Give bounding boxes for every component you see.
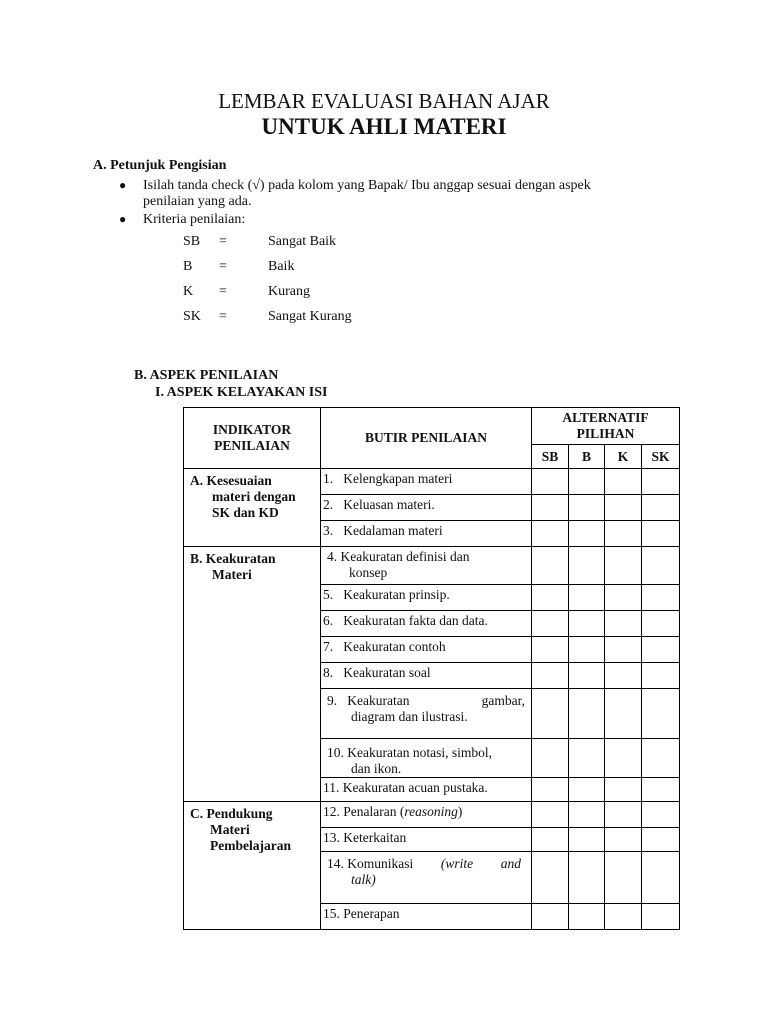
check-cell-k[interactable] <box>605 547 642 585</box>
check-cell-sb[interactable] <box>532 611 569 637</box>
bullet-icon: ● <box>119 212 127 226</box>
check-cell-sb[interactable] <box>532 778 569 802</box>
check-cell-b[interactable] <box>569 802 605 828</box>
check-cell-sb[interactable] <box>532 689 569 739</box>
check-cell-k[interactable] <box>605 802 642 828</box>
header-butir: BUTIR PENILAIAN <box>321 408 532 469</box>
item-13: 13. Keterkaitan <box>321 828 532 852</box>
item-2: 2. Keluasan materi. <box>321 495 532 521</box>
check-cell-sb[interactable] <box>532 828 569 852</box>
check-cell-k[interactable] <box>605 852 642 904</box>
criteria-equals: = <box>219 259 227 274</box>
bullet-icon: ● <box>119 178 127 192</box>
header-alternatif-line1: ALTERNATIF <box>562 410 649 425</box>
criteria-label: Baik <box>268 259 295 274</box>
indicator-label: C. Pendukung <box>190 806 273 821</box>
item-5: 5. Keakuratan prinsip. <box>321 585 532 611</box>
criteria-equals: = <box>219 309 227 324</box>
item-4: 4. Keakuratan definisi dan konsep <box>321 547 532 585</box>
item-1: 1. Kelengkapan materi <box>321 469 532 495</box>
check-cell-b[interactable] <box>569 637 605 663</box>
item-8: 8. Keakuratan soal <box>321 663 532 689</box>
item-9: 9. Keakuratan gambar, diagram dan ilustrasi. <box>321 689 532 739</box>
criteria-equals: = <box>219 234 227 249</box>
criteria-code: SK <box>183 309 201 324</box>
header-score-sk: SK <box>642 445 680 469</box>
indicator-label: A. Kesesuaian <box>190 473 272 488</box>
indicator-group-c <box>184 802 321 930</box>
check-cell-sk[interactable] <box>642 828 680 852</box>
criteria-label: Sangat Kurang <box>268 309 352 324</box>
check-cell-sk[interactable] <box>642 802 680 828</box>
check-cell-sb[interactable] <box>532 495 569 521</box>
document-title: LEMBAR EVALUASI BAHAN AJAR <box>218 89 550 113</box>
check-cell-b[interactable] <box>569 469 605 495</box>
check-cell-k[interactable] <box>605 828 642 852</box>
indicator-label: Materi <box>210 822 250 837</box>
item-3: 3. Kedalaman materi <box>321 521 532 547</box>
indicator-label: materi dengan <box>212 489 296 504</box>
evaluation-table <box>183 407 680 930</box>
criteria-label: Kurang <box>268 284 310 299</box>
criteria-intro: Kriteria penilaian: <box>143 212 246 227</box>
check-cell-k[interactable] <box>605 739 642 778</box>
item-14: 14. Komunikasi (write and talk) <box>321 852 532 904</box>
check-cell-sb[interactable] <box>532 469 569 495</box>
check-cell-b[interactable] <box>569 689 605 739</box>
check-cell-sk[interactable] <box>642 778 680 802</box>
header-score-k: K <box>605 445 642 469</box>
check-cell-b[interactable] <box>569 828 605 852</box>
indicator-label: Materi <box>212 567 252 582</box>
indicator-label: SK dan KD <box>212 505 279 520</box>
check-cell-b[interactable] <box>569 495 605 521</box>
check-cell-sk[interactable] <box>642 852 680 904</box>
check-cell-sb[interactable] <box>532 585 569 611</box>
indicator-label: B. Keakuratan <box>190 551 276 566</box>
indicator-group-a <box>184 469 321 547</box>
section-a-heading: A. Petunjuk Pengisian <box>93 158 227 173</box>
header-indikator <box>184 408 321 469</box>
check-cell-k[interactable] <box>605 611 642 637</box>
instruction-line-1: Isilah tanda check (√) pada kolom yang Bapak/ Ibu anggap sesuai dengan aspek <box>143 178 591 193</box>
instruction-line-2: penilaian yang ada. <box>143 194 252 209</box>
header-alternatif <box>532 408 680 445</box>
check-cell-sb[interactable] <box>532 637 569 663</box>
check-cell-sb[interactable] <box>532 663 569 689</box>
check-cell-sk[interactable] <box>642 495 680 521</box>
check-cell-sb[interactable] <box>532 802 569 828</box>
item-15: 15. Penerapan <box>321 904 532 930</box>
check-cell-k[interactable] <box>605 521 642 547</box>
criteria-code: K <box>183 284 194 299</box>
check-cell-sb[interactable] <box>532 521 569 547</box>
criteria-code: B <box>183 259 193 274</box>
check-cell-sk[interactable] <box>642 663 680 689</box>
check-cell-sb[interactable] <box>532 904 569 930</box>
item-7: 7. Keakuratan contoh <box>321 637 532 663</box>
check-cell-b[interactable] <box>569 611 605 637</box>
check-cell-sk[interactable] <box>642 611 680 637</box>
section-b-subheading: I. ASPEK KELAYAKAN ISI <box>155 385 328 400</box>
section-b-heading: B. ASPEK PENILAIAN <box>134 368 279 383</box>
item-12: 12. Penalaran (reasoning) <box>321 802 532 828</box>
indicator-label: Pembelajaran <box>210 838 291 853</box>
check-cell-b[interactable] <box>569 739 605 778</box>
check-cell-sk[interactable] <box>642 585 680 611</box>
check-cell-k[interactable] <box>605 585 642 611</box>
check-cell-b[interactable] <box>569 547 605 585</box>
check-cell-sk[interactable] <box>642 547 680 585</box>
header-score-sb: SB <box>532 445 569 469</box>
header-indikator-line1: INDIKATOR <box>212 422 292 437</box>
check-cell-k[interactable] <box>605 469 642 495</box>
document-subtitle: UNTUK AHLI MATERI <box>261 114 507 139</box>
criteria-label: Sangat Baik <box>268 234 337 249</box>
check-cell-sb[interactable] <box>532 852 569 904</box>
check-cell-k[interactable] <box>605 495 642 521</box>
criteria-equals: = <box>219 284 227 299</box>
check-cell-b[interactable] <box>569 904 605 930</box>
check-cell-b[interactable] <box>569 852 605 904</box>
check-cell-b[interactable] <box>569 663 605 689</box>
check-cell-k[interactable] <box>605 904 642 930</box>
check-cell-k[interactable] <box>605 689 642 739</box>
indicator-group-b <box>184 547 321 802</box>
check-cell-sk[interactable] <box>642 904 680 930</box>
item-6: 6. Keakuratan fakta dan data. <box>321 611 532 637</box>
check-cell-sb[interactable] <box>532 739 569 778</box>
check-cell-k[interactable] <box>605 778 642 802</box>
item-11: 11. Keakuratan acuan pustaka. <box>321 778 532 802</box>
check-cell-b[interactable] <box>569 585 605 611</box>
check-cell-sk[interactable] <box>642 637 680 663</box>
check-cell-sk[interactable] <box>642 469 680 495</box>
header-alternatif-line2: PILIHAN <box>576 426 635 441</box>
check-cell-k[interactable] <box>605 637 642 663</box>
check-cell-sb[interactable] <box>532 547 569 585</box>
check-cell-sk[interactable] <box>642 521 680 547</box>
check-cell-b[interactable] <box>569 521 605 547</box>
item-10: 10. Keakuratan notasi, simbol, dan ikon. <box>321 739 532 778</box>
check-cell-sk[interactable] <box>642 689 680 739</box>
check-cell-sk[interactable] <box>642 739 680 778</box>
criteria-code: SB <box>183 234 201 249</box>
check-cell-k[interactable] <box>605 663 642 689</box>
header-indikator-line2: PENILAIAN <box>214 438 290 453</box>
header-score-b: B <box>569 445 605 469</box>
check-cell-b[interactable] <box>569 778 605 802</box>
